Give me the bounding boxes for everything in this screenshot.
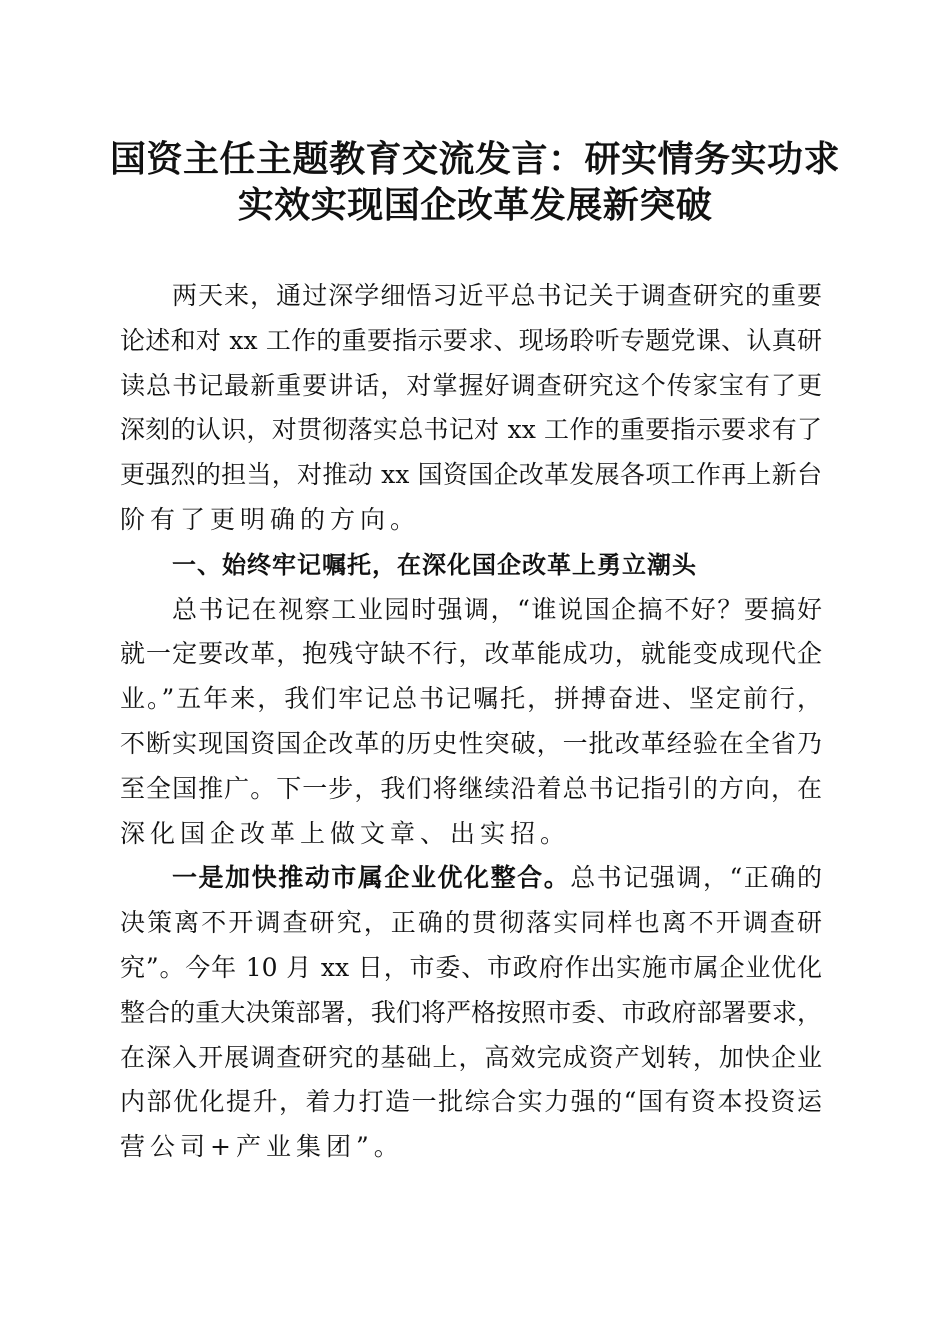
text-line: 在深入开展调查研究的基础上，高效完成资产划转，加快企业 <box>120 1042 822 1072</box>
point-lead: 一是加快推动市属企业优化整合。 <box>172 863 571 893</box>
text-line: 业。”五年来，我们牢记总书记嘱托，拼搏奋进、坚定前行， <box>120 684 822 714</box>
document-title <box>0 136 950 228</box>
text-line: 两天来，通过深学细悟习近平总书记关于调查研究的重要 <box>172 281 822 310</box>
intro-paragraph <box>120 274 822 543</box>
point-text: 总书记强调，“正确的 <box>570 863 822 893</box>
title-line-1: 国资主任主题教育交流发言：研实情务实功求 <box>109 138 840 180</box>
text-line: 深化国企改革上做文章、出实招。 <box>120 818 571 848</box>
text-line: 更强烈的担当，对推动 xx 国资国企改革发展各项工作再上新台 <box>120 460 822 490</box>
text-line: 至全国推广。下一步，我们将继续沿着总书记指引的方向，在 <box>120 773 822 803</box>
text-line: 决策离不开调查研究，正确的贯彻落实同样也离不开调查研 <box>120 908 822 938</box>
section-heading: 一、始终牢记嘱托，在深化国企改革上勇立潮头 <box>172 550 697 579</box>
text-line: 深刻的认识，对贯彻落实总书记对 xx 工作的重要指示要求有了 <box>120 415 822 445</box>
document-body <box>120 274 822 1170</box>
text-line: 整合的重大决策部署，我们将严格按照市委、市政府部署要求， <box>120 997 822 1027</box>
text-line <box>120 856 822 901</box>
text-line: 读总书记最新重要讲话，对掌握好调查研究这个传家宝有了更 <box>120 370 822 400</box>
title-line-2: 实效实现国企改革发展新突破 <box>237 184 713 226</box>
point1-paragraph <box>120 856 822 1170</box>
text-line: 不断实现国资国企改革的历史性突破，一批改革经验在全省乃 <box>120 728 822 758</box>
text-line: 总书记在视察工业园时强调，“谁说国企搞不好？要搞好 <box>172 594 822 624</box>
text-line: 究”。今年 10 月 xx 日，市委、市政府作出实施市属企业优化 <box>120 952 822 982</box>
text-line: 营公司+产业集团”。 <box>120 1132 404 1162</box>
text-line: 内部优化提升，着力打造一批综合实力强的“国有资本投资运 <box>120 1087 822 1117</box>
section1-paragraph <box>120 588 822 857</box>
text-line: 就一定要改革，抱残守缺不行，改革能成功，就能变成现代企 <box>120 639 822 669</box>
text-line: 阶有了更明确的方向。 <box>120 504 421 534</box>
text-line: 论述和对 xx 工作的重要指示要求、现场聆听专题党课、认真研 <box>120 325 822 355</box>
